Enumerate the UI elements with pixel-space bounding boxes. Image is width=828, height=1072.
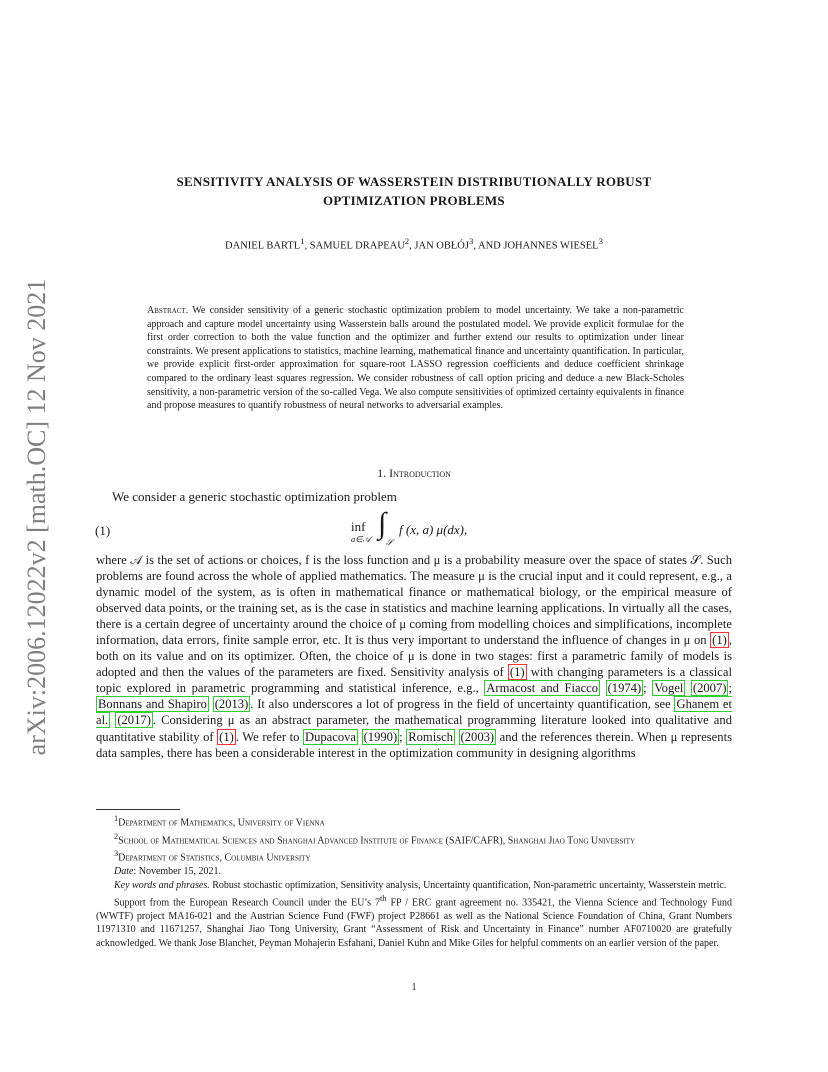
- citation-armacost-fiacco[interactable]: Armacost and Fiacco: [486, 681, 599, 696]
- citation-year-1990[interactable]: (1990): [363, 729, 398, 744]
- affiliation-shanghai: School of Mathematical Sciences and Shanghai Advanced Institute of Finance (SAIF/CAFR), Shanghai Jiao Tong University: [118, 835, 636, 847]
- author-obloj-affil: 3: [468, 236, 474, 246]
- body-segment: . Considering μ as an abstract parameter, the mathematical programming literature looked into qualitative and quantitative stability of: [96, 713, 732, 744]
- author-drapeau: SAMUEL DRAPEAU: [309, 240, 405, 252]
- body-segment: , both on its value and on its optimizer. Often, the choice of μ is done in two stages: first a parametric family of models is adopted and then the values of the parameters are fixed. Sensitivity analysis of: [96, 633, 732, 680]
- equation-inf-subscript: a∈𝒜: [351, 534, 371, 544]
- equation-integrand: f (x, a) μ(dx),: [399, 522, 468, 537]
- equation-integral-sign: ∫: [378, 507, 387, 540]
- arxiv-identifier-margin: [22, 262, 52, 772]
- date-label: Date: [114, 866, 134, 878]
- support-text-2: FP / ERC grant agreement no. 335421, the Vienna Science and Technology Fund (WWTF) project MA16-021 and the Austrian Science Fund (FWF) project P28661 as well as the National Science Foundation of China, Grant Numbers 11971310 and 11671257, Shanghai Jiao Tong University, Grant “Assessment of Risk and Uncertainty in Finance” number AF0710020 are gratefully acknowledged. We thank Jose Blanchet, Peyman Mohajerin Esfahani, Daniel Kuhn and Mike Giles for helpful comments on an earlier version of the paper.: [96, 897, 732, 949]
- equation-ref-link[interactable]: (1): [509, 665, 525, 680]
- body-segment: and the references therein. When μ represents data samples, there has been a considerable interest in the optimization community in designing algorithms: [96, 729, 732, 760]
- citation-dupacova[interactable]: Dupacova: [304, 729, 357, 744]
- abstract-label: Abstract.: [147, 305, 189, 316]
- citation-separator: ;: [643, 681, 653, 696]
- keywords-label: Key words and phrases.: [114, 879, 210, 891]
- author-obloj: JAN OBŁÓJ: [414, 240, 469, 252]
- paper-title: [110, 172, 718, 210]
- title-line-2: OPTIMIZATION PROBLEMS: [323, 193, 505, 208]
- support-superscript: th: [379, 894, 387, 904]
- citation-vogel[interactable]: Vogel: [654, 681, 684, 696]
- author-list: DANIEL BARTL$^1$, SAMUEL DRAPEAU$^2$, JAN OBŁÓJ$^3$, AND JOHANNES WIESEL$^3$: [225, 236, 603, 252]
- citation-bonnans-shapiro[interactable]: Bonnans and Shapiro: [98, 697, 207, 712]
- body-segment: where 𝒜 is the set of actions or choices, f is the loss function and μ is a probability measure over the space of states 𝒮. Such problems are found across the whole of applied mathematics. The measure μ is the crucial input and it could represent, e.g., a dynamic model of the system, as is often in mathematical finance or mathematical biology, or the empirical measure of observed data points, or the training set, as is the case in statistics and machine learning applications. In virtually all the cases, there is a certain degree of uncertainty around the choice of μ coming from modelling choices and simplifications, incomplete information, data errors, finite sample error, etc. It is thus very important to understand the influence of changes in μ on: [96, 553, 732, 648]
- equation-number[interactable]: (1): [95, 523, 111, 538]
- intro-sentence: We consider a generic stochastic optimization problem: [112, 489, 397, 504]
- equation-ref-link[interactable]: (1): [712, 633, 727, 648]
- section-heading-introduction: [110, 466, 718, 481]
- abstract-text: We consider sensitivity of a generic stochastic optimization problem to model uncertainty. We take a non-parametric approach and capture model uncertainty using Wasserstein balls around the postulated model. We provide explicit formulae for the first order correction to both the value function and the optimizer and further extend our results to optimization under linear constraints. We present applications to statistics, machine learning, mathematical finance and uncertainty quantification. In particular, we provide explicit first-order approximation for square-root LASSO regression coefficients and deduce coefficient shrinkage compared to the ordinary least squares regression. We consider robustness of call option pricing and deduce a new Black-Scholes sensitivity, a non-parametric version of the so-called Vega. We also compute sensitivities of optimized certainty equivalents in finance and propose measures to quantify robustness of neural networks to adversarial examples.: [147, 305, 684, 412]
- citation-separator: ;: [399, 729, 407, 744]
- keywords-text: Robust stochastic optimization, Sensitivity analysis, Uncertainty quantification, Non-parametric uncertainty, Wasserstein metric.: [209, 879, 727, 891]
- citation-separator: ;: [728, 681, 732, 696]
- citation-year-2007[interactable]: (2007): [692, 681, 727, 696]
- footnote-date: [96, 865, 732, 878]
- footnote-affiliation-3: [96, 847, 732, 865]
- footnote-mark: 2: [114, 831, 119, 841]
- introduction-paragraph: [96, 552, 732, 761]
- footnote-support: [96, 892, 732, 950]
- footnote-mark: 3: [114, 849, 119, 859]
- author-drapeau-affil: 2: [404, 236, 410, 246]
- body-segment: . It also underscores a lot of progress in the field of uncertainty quantification, see: [250, 697, 675, 712]
- footnote-rule: [96, 809, 180, 810]
- citation-ghanem[interactable]: Ghanem et al.: [96, 697, 732, 728]
- author-bartl: DANIEL BARTL: [225, 240, 301, 252]
- footnote-affiliation-2: [96, 830, 732, 848]
- footnote-keywords: [96, 879, 732, 892]
- citation-year-2017[interactable]: (2017): [117, 713, 151, 728]
- body-segment: with changing parameters is a classical topic explored in parametric programming and statistical inference, e.g.,: [96, 665, 732, 696]
- equation-integral-domain: 𝒮: [386, 537, 393, 547]
- section-number: 1.: [377, 466, 387, 480]
- equation-inf: inf: [351, 519, 366, 534]
- affiliation-columbia: Department of Statistics, Columbia University: [118, 852, 311, 864]
- body-segment: . We refer to: [235, 729, 303, 744]
- footnotes: [96, 812, 732, 950]
- footnote-mark: 1: [114, 814, 119, 823]
- section-title: Introduction: [389, 466, 451, 480]
- support-text-1: Support from the European Research Council under the EU’s 7: [114, 897, 380, 909]
- author-bartl-affil: 1: [300, 236, 305, 246]
- citation-romisch[interactable]: Romisch: [408, 729, 453, 744]
- abstract: [147, 304, 684, 413]
- citation-year-2013[interactable]: (2013): [214, 697, 249, 712]
- arxiv-identifier: arXiv:2006.12022v2 [math.OC] 12 Nov 2021: [22, 278, 51, 756]
- author-wiesel-affil: 3: [598, 236, 603, 246]
- title-line-1: SENSITIVITY ANALYSIS OF WASSERSTEIN DISTRIBUTIONALLY ROBUST: [176, 174, 652, 189]
- citation-year-2003[interactable]: (2003): [460, 729, 495, 744]
- date-value: : November 15, 2021.: [133, 866, 221, 878]
- affiliation-vienna: Department of Mathematics, University of Vienna: [118, 817, 325, 829]
- citation-year-1974[interactable]: (1974): [607, 681, 642, 696]
- equation-1: [95, 507, 735, 553]
- author-wiesel: AND JOHANNES WIESEL: [478, 240, 599, 252]
- footnote-affiliation-1: [96, 812, 732, 830]
- page-number: 1: [411, 982, 417, 993]
- equation-ref-link[interactable]: (1): [219, 729, 234, 744]
